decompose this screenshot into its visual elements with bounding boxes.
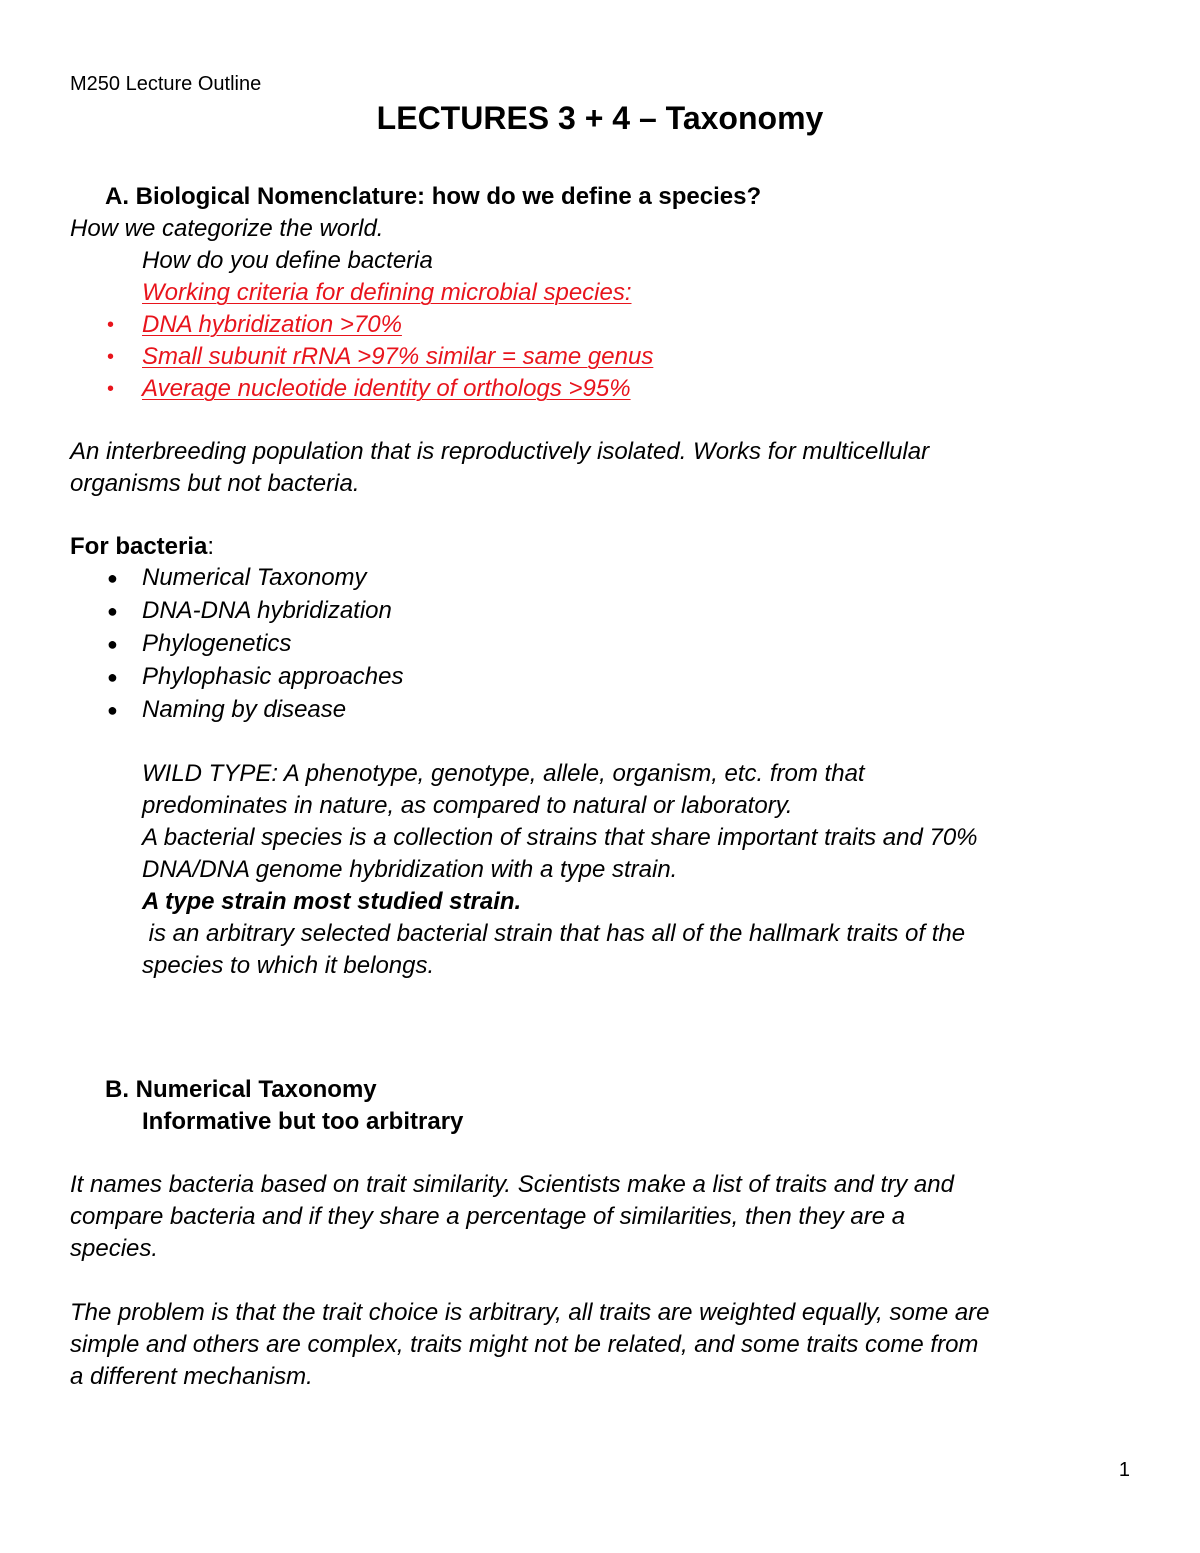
section-a-line2: How do you define bacteria <box>142 247 433 274</box>
bullet-icon: • <box>107 314 115 336</box>
section-a-line1: How we categorize the world. <box>70 215 384 242</box>
type-strain-line1: is an arbitrary selected bacterial strain that has all of the hallmark traits of the <box>142 920 966 947</box>
bacteria-approach-item: Naming by disease <box>142 696 347 723</box>
for-bacteria-colon: : <box>207 533 215 560</box>
type-strain-heading: A type strain most studied strain. <box>142 888 522 915</box>
bullet-icon: • <box>107 346 115 368</box>
section-b-subheading: Informative but too arbitrary <box>142 1108 464 1135</box>
bacteria-approach-item: Phylophasic approaches <box>142 663 404 690</box>
section-b-para2-line1: The problem is that the trait choice is arbitrary, all traits are weighted equally, some are <box>70 1299 990 1326</box>
section-b-para1-line1: It names bacteria based on trait similarity. Scientists make a list of traits and try and <box>70 1171 954 1198</box>
for-bacteria-label <box>70 535 214 559</box>
criteria-item: Small subunit rRNA >97% similar = same genus <box>142 343 654 370</box>
bacteria-approach-item: Numerical Taxonomy <box>142 564 367 591</box>
criteria-item: Average nucleotide identity of orthologs >95% <box>142 375 631 402</box>
section-a-heading: A. Biological Nomenclature: how do we define a species? <box>105 183 762 210</box>
bullet-icon: • <box>107 378 115 400</box>
bullet-icon: ● <box>107 700 118 720</box>
document-header: M250 Lecture Outline <box>70 73 262 95</box>
for-bacteria-text: For bacteria <box>70 533 208 560</box>
type-strain-line2: species to which it belongs. <box>142 952 435 979</box>
bacteria-approach-item: DNA-DNA hybridization <box>142 597 392 624</box>
bacterial-species-line2: DNA/DNA genome hybridization with a type strain. <box>142 856 678 883</box>
section-b-para1-line3: species. <box>70 1235 159 1262</box>
wild-type-line2: predominates in nature, as compared to natural or laboratory. <box>142 792 793 819</box>
section-b-para2-line3: a different mechanism. <box>70 1363 313 1390</box>
page-title: LECTURES 3 + 4 – Taxonomy <box>376 100 824 136</box>
bullet-icon: ● <box>107 568 118 588</box>
wild-type-line1: WILD TYPE: A phenotype, genotype, allele, organism, etc. from that <box>142 760 865 787</box>
bullet-icon: ● <box>107 667 118 687</box>
section-b-para2-line2: simple and others are complex, traits might not be related, and some traits come from <box>70 1331 979 1358</box>
criteria-heading: Working criteria for defining microbial species: <box>142 279 632 306</box>
bullet-icon: ● <box>107 601 118 621</box>
page-number: 1 <box>1118 1459 1130 1481</box>
section-b-para1-line2: compare bacteria and if they share a percentage of similarities, then they are a <box>70 1203 906 1230</box>
section-b-heading: B. Numerical Taxonomy <box>105 1076 377 1103</box>
criteria-item: DNA hybridization >70% <box>142 311 402 338</box>
bullet-icon: ● <box>107 634 118 654</box>
bacterial-species-line1: A bacterial species is a collection of strains that share important traits and 70% <box>142 824 978 851</box>
bacteria-approach-item: Phylogenetics <box>142 630 292 657</box>
species-definition-line1: An interbreeding population that is reproductively isolated. Works for multicellular <box>70 438 930 465</box>
species-definition-line2: organisms but not bacteria. <box>70 470 360 497</box>
